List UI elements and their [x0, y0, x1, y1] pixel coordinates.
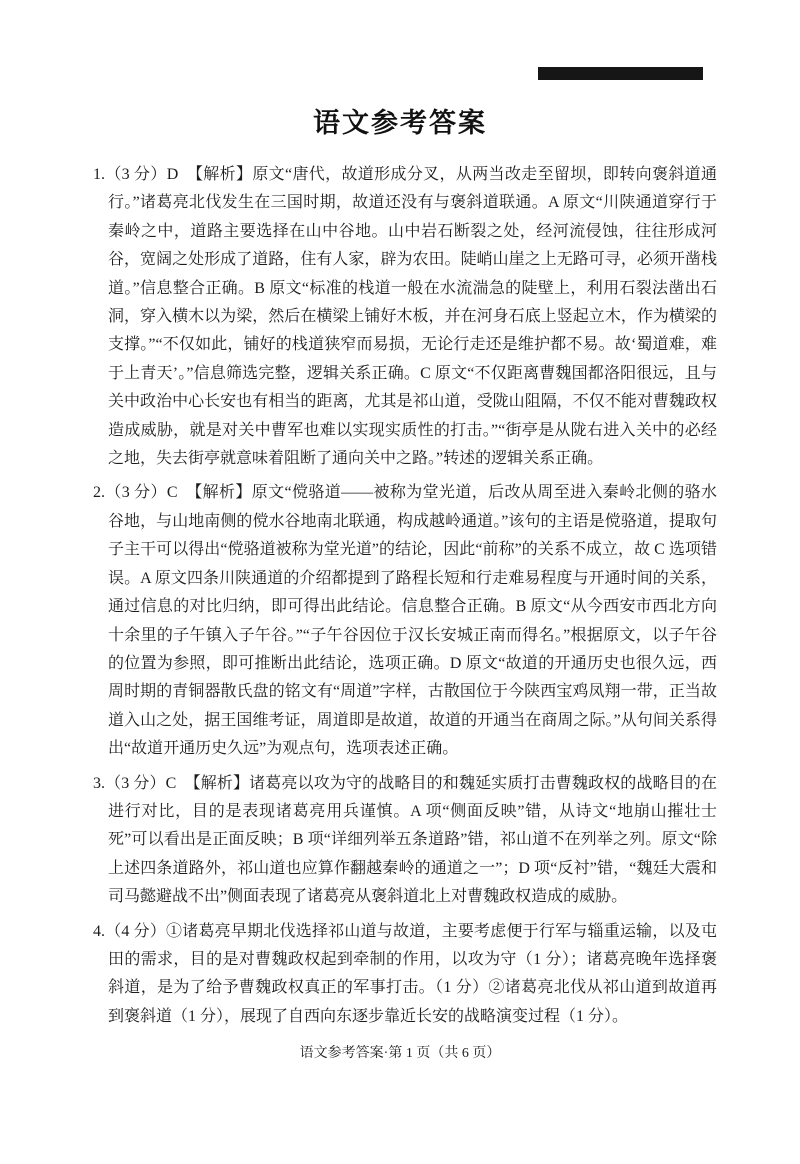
- answer-item-4: 4.（4 分）①诸葛亮早期北伐选择祁山道与故道，主要考虑便于行军与辎重运输，以及屯田的需求，目的是对曹魏政权起到牵制的作用，以攻为守（1 分）；诸葛亮晚年选择褒斜道，是为了给予曹魏政权真正的军事打击。（1 分）②诸葛亮北伐从祁山道到故道再到褒斜道（1 分），展现了自西向东逐步靠近长安的战略演变过程（1 分）。: [93, 922, 717, 1025]
- answer-item-1: 1.（3 分）D 【解析】原文“唐代，故道形成分叉，从两当改走至留坝，即转向褒斜道通行。”诸葛亮北伐发生在三国时期，故道还没有与褒斜道联通。A 原文“川陕通道穿行于秦岭之中，道路主要选择在山中谷地。山中岩石断裂之处，经河流侵蚀，往往形成河谷，宽阔之处形成了道路，住有人家，辟为农田。陡峭山崖之上无路可寻，必须开凿栈道。”信息整合正确。B 原文“标准的栈道一般在水流湍急的陡壁上，利用石裂法凿出石洞，穿入横木以为梁，然后在横梁上铺好木板，并在河身石底上竖起立木，作为横梁的支撑。”“不仅如此，铺好的栈道狭窄而易损，无论行走还是维护都不易。故‘蜀道难，难于上青天’。”信息筛选完整，逻辑关系正确。C 原文“不仅距离曹魏国都洛阳很远，且与关中政治中心长安也有相当的距离，尤其是祁山道，受陇山阻隔，不仅不能对曹魏政权造成威胁，就是对关中曹军也难以实现实质性的打击。”“街亭是从陇右进入关中的必经之地，失去街亭就意味着阻断了通向关中之路。”转述的逻辑关系正确。: [93, 166, 717, 468]
- page-title: 语文参考答案: [313, 108, 487, 138]
- page-footer: [0, 1042, 800, 1062]
- answer-item-3: 3.（3 分）C 【解析】诸葛亮以攻为守的战略目的和魏延实质打击曹魏政权的战略目的在进行对比，目的是表现诸葛亮用兵谨慎。A 项“侧面反映”错，从诗文“地崩山摧壮士死”可以看出是正面反映；B 项“详细列举五条道路”错，祁山道不在列举之列。原文“除上述四条道路外，祁山道也应算作翻越秦岭的通道之一”；D 项“反衬”错，“魏廷大震和司马懿避战不出”侧面表现了诸葛亮从褒斜道北上对曹魏政权造成的威胁。: [93, 774, 717, 906]
- page-footer-text: 语文参考答案·第 1 页（共 6 页）: [299, 1046, 501, 1061]
- answer-item-2: 2.（3 分）C 【解析】原文“傥骆道——被称为堂光道，后改从周至进入秦岭北侧的骆水谷地，与山地南侧的傥水谷地南北联通，构成越岭通道。”该句的主语是傥骆道，提取句子主干可以得出“傥骆道被称为堂光道”的结论，因此“前称”的关系不成立，故 C 选项错误。A 原文四条川陕通道的介绍都提到了路程长短和行走难易程度与开通时间的关系，通过信息的对比归纳，即可得出此结论。信息整合正确。B 原文“从今西安市西北方向十余里的子午镇入子午谷。”“子午谷因位于汉长安城正南而得名。”根据原文，以子午谷的位置为参照，即可推断出此结论，选项正确。D 原文“故道的开通历史也很久远，西周时期的青铜器散氏盘的铭文有“周道”字样，古散国位于今陕西宝鸡凤翔一带，正当故道入山之处，据王国维考证，周道即是故道，故道的开通当在商周之际。”从句间关系得出“故道开通历史久远”为观点句，选项表述正确。: [93, 484, 717, 758]
- registration-mark-bar: [538, 67, 703, 80]
- answers-section: [93, 161, 717, 1037]
